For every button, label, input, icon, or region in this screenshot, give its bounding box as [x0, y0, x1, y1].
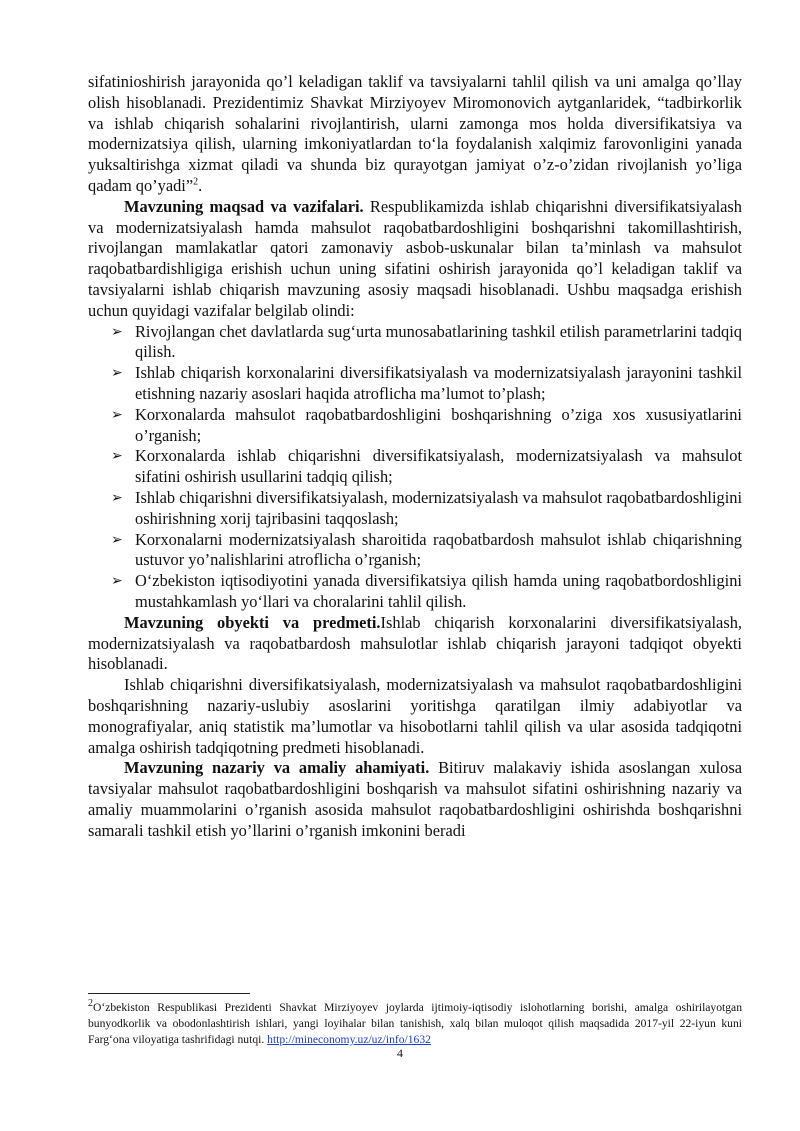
- list-item: [88, 405, 742, 447]
- footnote-body: [88, 1000, 742, 1048]
- goals-heading: Mavzuning maqsad va vazifalari.: [124, 196, 364, 216]
- arrow-bullet-icon: ➢: [111, 489, 123, 506]
- task-text: O‘zbekiston iqtisodiyotini yanada diversifikatsiya qilish hamda uning raqobatbordoshligini mustahkamlash yo‘llari va choralarini tahlil qilish.: [135, 571, 742, 611]
- task-text: Korxonalarni modernizatsiyalash sharoitida raqobatbardosh mahsulot ishlab chiqarishning ustuvor yo’nalishlarini atroflicha o’rganish;: [135, 529, 742, 570]
- footnote-reference[interactable]: 2: [193, 176, 199, 188]
- arrow-bullet-icon: ➢: [111, 448, 123, 465]
- page-number: 4: [397, 1046, 403, 1060]
- significance-text: Bitiruv malakaviy ishida asoslangan xulosa tavsiyalar mahsulot raqobatbardoshligini boshqarish va mahsulot sifatini oshirishning nazariy va amaliy muammolarini o’rganish asosida mahsulot raqobatbardoshligini oshirishda boshqarishni samarali tashkil etish yo’llarini o’rganish imkonini beradi: [88, 758, 742, 840]
- task-text: Korxonalarda ishlab chiqarishni diversifikatsiyalash, modernizatsiyalash va mahsulot sifatini oshirish usullarini tadqiq qilish;: [135, 446, 742, 487]
- task-text: Ishlab chiqarishni diversifikatsiyalash, modernizatsiyalash va mahsulot raqobatbardoshligini oshirishning xorij tajribasini taqqoslash;: [135, 487, 742, 528]
- list-item: [88, 322, 742, 364]
- intro-paragraph: [88, 72, 742, 197]
- object-paragraph: [88, 613, 742, 675]
- goals-text: Respublikamizda ishlab chiqarishni diversifikatsiyalash va modernizatsiyalash hamda mahsulot raqobatbardoshligini boshqarishni takomillashtirish, rivojlangan mamlakatlar qatori zamonaviy asbob-uskunalar bilan ta’minlash va mahsulot raqobatbardishligiga erishish uchun uning sifatini oshirish jarayonida qo’l keladigan taklif va tavsiyalarni ishlab chiqarish mavzuning asosiy maqsadi hisoblanadi. Ushbu maqsadga erishish uchun quyidagi vazifalar belgilab olindi:: [88, 196, 742, 320]
- object-text: Ishlab chiqarish korxonalarini diversifikatsiyalash, modernizatsiyalash va raqobatbardosh mahsulotlar ishlab chiqarish jarayoni tadqiqot obyekti hisoblanadi.: [88, 612, 742, 674]
- document-body: [88, 72, 742, 841]
- footnote-text: O‘zbekiston Respublikasi Prezidenti Shavkat Mirziyoyev joylarda ijtimoiy-iqtisodiy islohotlarning borishi, amalga oshirilayotgan bunyodkorlik va obodonlashtirish ishlari, yangi loyihalar bilan tanishish, xalq bilan muloqot qilish maqsadida 2017-yil 22-iyun kuni Farg‘ona viloyatiga tashrifidagi nutqi.: [88, 1001, 742, 1046]
- subject-paragraph: Ishlab chiqarishni diversifikatsiyalash, modernizatsiyalash va mahsulot raqobatbardoshligini boshqarishning nazariy-uslubiy asoslarini yoritishga qaratilgan ilmiy adabiyotlar va monografiyalar, aniq statistik ma’lumotlar va hisobotlarni tahlil qilish va ular asosida tadqiqotni amalga oshirish tadqiqotning predmeti hisoblanadi.: [88, 675, 742, 757]
- list-item: [88, 363, 742, 405]
- task-text: Ishlab chiqarish korxonalarini diversifikatsiyalash va modernizatsiyalash jarayonini tashkil etishning nazariy asoslari haqida atroflicha ma’lumot to’plash;: [135, 363, 742, 403]
- significance-paragraph: [88, 758, 742, 841]
- arrow-bullet-icon: ➢: [111, 531, 123, 548]
- list-item: [88, 530, 742, 572]
- task-text: Korxonalarda mahsulot raqobatbardoshligini boshqarishning o’ziga xos xususiyatlarini o’rganish;: [135, 404, 742, 445]
- list-item: [88, 488, 742, 530]
- list-item: [88, 446, 742, 488]
- arrow-bullet-icon: ➢: [111, 365, 123, 382]
- footnote: [88, 993, 742, 1048]
- arrow-bullet-icon: ➢: [111, 406, 123, 423]
- intro-text: sifatinioshirish jarayonida qo’l keladigan taklif va tavsiyalarni tahlil qilish va uni amalga qo’llay olish hisoblanadi. Prezidentimiz Shavkat Mirziyoyev Miromonovich aytganlaridek, “tadbirkorlik va ishlab chiqarish sohalarini rivojlantirish, ularni zamonga mos holda diversifikatsiya va modernizatsiya qilish, ularning imkoniyatlardan to‘la foydalanish xalqimiz farovonligini yanada yuksaltirishga xizmat qiladi va shunda biz qurayotgan jamiyat o’z-o’zidan rivojlanish yo’liga qadam qo’yadi”: [88, 72, 742, 195]
- footnote-link[interactable]: http://mineconomy.uz/uz/info/1632: [267, 1033, 431, 1046]
- object-heading: Mavzuning obyekti va predmeti.: [124, 612, 381, 632]
- tasks-list: [88, 322, 742, 613]
- footnote-number: 2: [88, 998, 93, 1010]
- list-item: [88, 571, 742, 613]
- arrow-bullet-icon: ➢: [111, 573, 123, 590]
- task-text: Rivojlangan chet davlatlarda sug‘urta munosabatlarining tashkil etilish parametrlarini tadqiq qilish.: [135, 321, 742, 362]
- arrow-bullet-icon: ➢: [111, 323, 123, 340]
- significance-heading: Mavzuning nazariy va amaliy ahamiyati.: [124, 758, 430, 778]
- intro-end: .: [198, 175, 203, 195]
- goals-paragraph: [88, 197, 742, 322]
- footnote-divider: [88, 993, 250, 994]
